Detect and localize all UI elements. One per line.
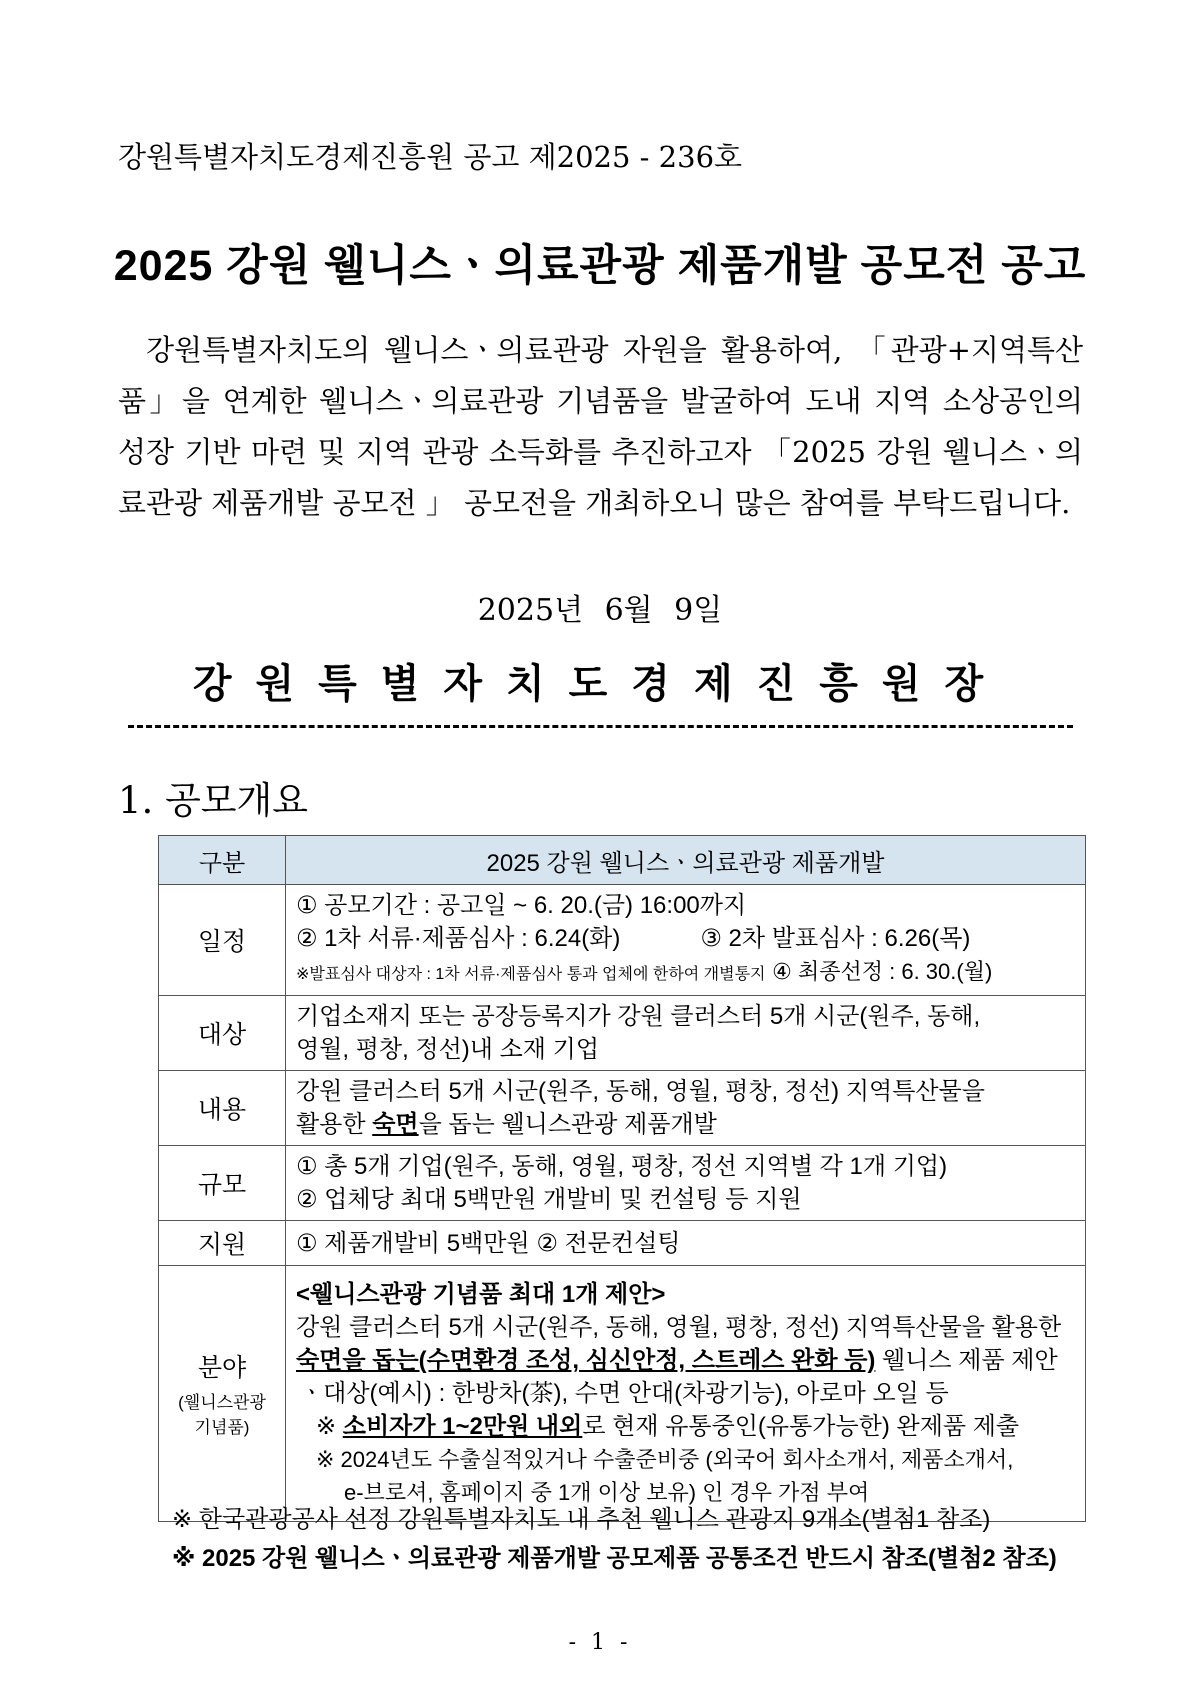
organization-name: 강원특별자치도경제진흥원장 (192, 660, 1008, 707)
field-line3: ㆍ대상(예시) : 한방차(茶), 수면 안대(차광기능), 아로마 오일 등 (300, 1380, 949, 1407)
field-value (286, 1266, 1086, 1522)
field-sublabel2: 기념품) (194, 1417, 250, 1437)
content-line2 (296, 1108, 1075, 1141)
target-value (286, 996, 1086, 1071)
schedule-label: 일정 (159, 885, 286, 996)
schedule-line3b: ④ 최종선정 : 6. 30.(월) (772, 959, 993, 984)
table-header-row (159, 836, 1086, 885)
schedule-line3 (296, 955, 1075, 991)
header-label: 구분 (159, 836, 286, 885)
content-value (286, 1071, 1086, 1146)
table-row-schedule (159, 885, 1086, 996)
target-line2: 영월, 평창, 정선)내 소재 기업 (296, 1036, 600, 1063)
section-heading: 1. 공모개요 (118, 779, 309, 822)
field-note2-line2: e-브로셔, 홈페이지 중 1개 이상 보유) 인 경우 가점 부여 (344, 1480, 870, 1505)
field-heading: <웰니스관광 기념품 최대 1개 제안> (296, 1281, 666, 1308)
content-line2-pre: 활용한 (296, 1111, 373, 1138)
schedule-line2b: ③ 2차 발표심사 : 6.26(목) (700, 925, 971, 952)
scale-value (286, 1146, 1086, 1221)
field-line2 (296, 1344, 1075, 1377)
scale-line1: ① 총 5개 기업(원주, 동해, 영월, 평창, 정선 지역별 각 1개 기업) (296, 1153, 948, 1180)
field-note2-line1: ※ 2024년도 수출실적있거나 수출준비중 (외국어 회사소개서, 제품소개서, (316, 1447, 1014, 1472)
scale-label: 규모 (159, 1146, 286, 1221)
divider (128, 725, 1073, 728)
schedule-line3a: ※발표심사 대상자 : 1차 서류·제품심사 통과 업체에 한하여 개별통지 (296, 966, 766, 983)
field-label: 분야 (197, 1353, 247, 1382)
target-label: 대상 (159, 996, 286, 1071)
field-sublabel (169, 1390, 275, 1440)
footnote-2: ※ 2025 강원 웰니스ㆍ의료관광 제품개발 공모제품 공통조건 반드시 참조(별첨2 참조) (172, 1545, 1057, 1572)
content-line2-post: 을 돕는 웰니스관광 제품개발 (418, 1111, 717, 1138)
field-sublabel1: (웰니스관광 (178, 1392, 266, 1412)
footnote-1: ※ 한국관광공사 선정 강원특별자치도 내 추천 웰니스 관광지 9개소(별첨1 참조) (172, 1506, 991, 1533)
field-note1-post: 로 현재 유통중인(유통가능한) 완제품 제출 (582, 1413, 1020, 1440)
header-value: 2025 강원 웰니스ㆍ의료관광 제품개발 (286, 836, 1086, 885)
schedule-line2a: ② 1차 서류·제품심사 : 6.24(화) (296, 925, 621, 952)
field-note1-mark: ※ (316, 1413, 343, 1440)
notice-number: 강원특별자치도경제진흥원 공고 제2025 - 236호 (118, 140, 743, 174)
announcement-date: 2025년 6월 9일 (477, 593, 723, 628)
overview-table (158, 835, 1086, 1522)
schedule-value (286, 885, 1086, 996)
content-line2-emphasis: 숙면 (372, 1111, 419, 1138)
support-value (286, 1221, 1086, 1266)
field-note1-emphasis: 소비자가 1~2만원 내외 (342, 1413, 583, 1440)
content-line1: 강원 클러스터 5개 시군(원주, 동해, 영월, 평창, 정선) 지역특산물을 (296, 1078, 985, 1105)
field-line1: 강원 클러스터 5개 시군(원주, 동해, 영월, 평창, 정선) 지역특산물을 활용한 (296, 1314, 1062, 1341)
table-row-target (159, 996, 1086, 1071)
content-label: 내용 (159, 1071, 286, 1146)
field-line2-post: 웰니스 제품 제안 (875, 1347, 1058, 1374)
support-line1: ① 제품개발비 5백만원 ② 전문컨설팅 (296, 1229, 681, 1257)
page-title: 2025 강원 웰니스ㆍ의료관광 제품개발 공모전 공고 (113, 242, 1087, 290)
table-row-content (159, 1071, 1086, 1146)
scale-line2: ② 업체당 최대 5백만원 개발비 및 컨설팅 등 지원 (296, 1186, 802, 1213)
schedule-line1: ① 공모기간 : 공고일 ~ 6. 20.(금) 16:00까지 (296, 892, 747, 919)
field-note1 (296, 1410, 1075, 1443)
table-row-support (159, 1221, 1086, 1266)
field-label-cell (159, 1266, 286, 1522)
schedule-line2 (296, 922, 1075, 955)
table-row-field (159, 1266, 1086, 1522)
intro-paragraph (118, 325, 1083, 529)
target-line1: 기업소재지 또는 공장등록지가 강원 클러스터 5개 시군(원주, 동해, (296, 1003, 981, 1030)
page-number: - 1 - (568, 1630, 632, 1655)
footnotes (172, 1500, 1057, 1578)
support-label: 지원 (159, 1221, 286, 1266)
field-line2-emphasis: 숙면을 돕는(수면환경 조성, 심신안정, 스트레스 완화 등) (296, 1347, 876, 1374)
intro-text: 강원특별자치도의 웰니스ㆍ의료관광 자원을 활용하여, 「관광+지역특산품」을 연계한 웰니스ㆍ의료관광 기념품을 발굴하여 도내 지역 소상공인의 성장 기반 마련 및 지역 관광 소득화를 추진하고자 「2025 강원 웰니스ㆍ의료관광 제품개발 공모전 」 공모전을 개최하오니 많은 참여를 부탁드립니다. (118, 333, 1083, 520)
table-row-scale (159, 1146, 1086, 1221)
